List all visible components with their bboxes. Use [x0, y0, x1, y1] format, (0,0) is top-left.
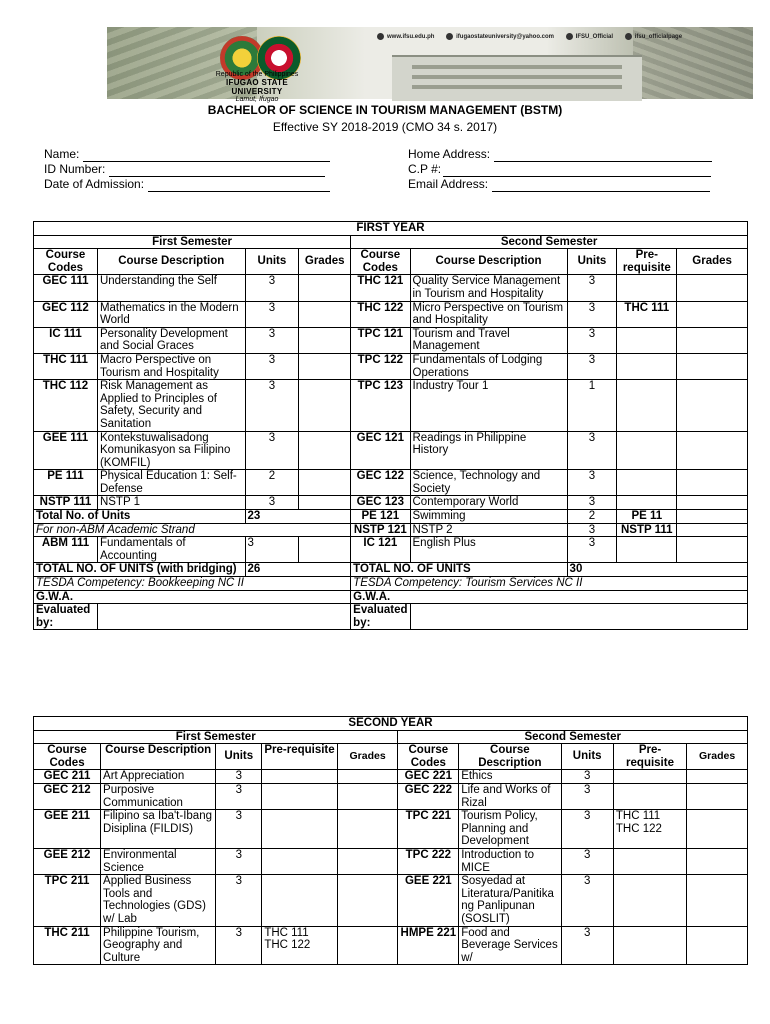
- course-prereq: PE 11: [617, 510, 677, 524]
- email-field[interactable]: [492, 179, 710, 192]
- col-desc: Course Description: [459, 744, 561, 770]
- total-label: Total No. of Units: [34, 510, 246, 524]
- course-desc: Physical Education 1: Self-Defense: [97, 470, 245, 496]
- cp-label: C.P #:: [408, 162, 442, 176]
- course-units: 3: [245, 380, 299, 431]
- date-label: Date of Admission:: [44, 177, 145, 191]
- course-prereq: THC 111: [617, 301, 677, 327]
- course-code: GEC 221: [398, 770, 459, 784]
- total2-label: TOTAL NO. OF UNITS: [351, 563, 567, 577]
- grade-cell[interactable]: [687, 783, 748, 809]
- course-desc: Science, Technology and Society: [410, 470, 567, 496]
- course-code: GEE 221: [398, 875, 459, 926]
- course-code: THC 211: [34, 926, 101, 965]
- course-desc: Art Appreciation: [101, 770, 216, 784]
- facebook-icon: [446, 33, 453, 40]
- course-code: THC 112: [34, 380, 98, 431]
- course-desc: Mathematics in the Modern World: [97, 301, 245, 327]
- col-grades: Grades: [299, 249, 351, 275]
- course-desc: Understanding the Self: [97, 275, 245, 301]
- table-row: [34, 470, 748, 496]
- grade-cell[interactable]: [677, 301, 748, 327]
- course-code: GEC 212: [34, 783, 101, 809]
- course-code: TPC 222: [398, 848, 459, 874]
- name-field[interactable]: [83, 149, 330, 162]
- gwa-label: G.W.A.: [351, 590, 748, 604]
- col-units: Units: [245, 249, 299, 275]
- course-units: 3: [561, 783, 613, 809]
- course-units: 2: [567, 510, 617, 524]
- course-units: 3: [567, 353, 617, 379]
- course-desc: Life and Works of Rizal: [459, 783, 561, 809]
- course-units: 3: [216, 770, 262, 784]
- col-desc: Course Description: [101, 744, 216, 770]
- sem1-header: First Semester: [34, 235, 351, 249]
- course-prereq: THC 111 THC 122: [262, 926, 337, 965]
- course-code: HMPE 221: [398, 926, 459, 965]
- course-units: 3: [567, 431, 617, 470]
- grade-cell[interactable]: [677, 510, 748, 524]
- table-row: [34, 926, 748, 965]
- course-desc: Tourism and Travel Management: [410, 327, 567, 353]
- course-desc: Purposive Communication: [101, 783, 216, 809]
- table-row: [34, 875, 748, 926]
- course-units: 3: [561, 770, 613, 784]
- cp-field[interactable]: [443, 164, 711, 177]
- course-prereq: THC 111 THC 122: [613, 810, 686, 849]
- course-units: 3: [245, 301, 299, 327]
- grade-cell[interactable]: [299, 380, 351, 431]
- course-code: NSTP 121: [351, 523, 410, 537]
- course-prereq: [617, 496, 677, 510]
- page-subtitle: Effective SY 2018-2019 (CMO 34 s. 2017): [272, 120, 498, 134]
- course-desc: Applied Business Tools and Technologies (GDS) w/ Lab: [101, 875, 216, 926]
- course-code: GEE 111: [34, 431, 98, 470]
- course-units: 3: [561, 848, 613, 874]
- course-desc: Macro Perspective on Tourism and Hospitality: [97, 353, 245, 379]
- tesda-competency: TESDA Competency: Bookkeeping NC II: [34, 577, 351, 591]
- gwa-label: G.W.A.: [34, 590, 351, 604]
- course-units: 3: [567, 537, 617, 563]
- table-row: [34, 770, 748, 784]
- col-units: Units: [216, 744, 262, 770]
- sem2-header: Second Semester: [351, 235, 748, 249]
- course-units: 3: [216, 875, 262, 926]
- course-desc: Swimming: [410, 510, 567, 524]
- course-units: 3: [245, 327, 299, 353]
- course-desc: Quality Service Management in Tourism and Hospitality: [410, 275, 567, 301]
- globe-icon: [377, 33, 384, 40]
- grade-cell[interactable]: [687, 848, 748, 874]
- course-code: TPC 121: [351, 327, 410, 353]
- twitter-text: IFSU_Official: [575, 34, 614, 41]
- col-units: Units: [567, 249, 617, 275]
- grade-cell[interactable]: [687, 875, 748, 926]
- name-label: Name:: [44, 147, 80, 161]
- table-row: [34, 537, 748, 563]
- evaluated-label: Evaluated by:: [351, 604, 410, 630]
- course-prereq: [617, 380, 677, 431]
- grade-cell[interactable]: [677, 470, 748, 496]
- table-row: [34, 275, 748, 301]
- page-title: BACHELOR OF SCIENCE IN TOURISM MANAGEMENT (BSTM): [207, 103, 563, 117]
- course-units: 3: [561, 810, 613, 849]
- grade-cell[interactable]: [677, 380, 748, 431]
- email-label: Email Address:: [408, 177, 489, 191]
- col-units: Units: [561, 744, 613, 770]
- course-desc: Risk Management as Applied to Principles of Safety, Security and Sanitation: [97, 380, 245, 431]
- course-units: 3: [245, 496, 299, 510]
- grade-cell[interactable]: [687, 770, 748, 784]
- student-info-right: [408, 147, 712, 192]
- grade-cell[interactable]: [337, 783, 398, 809]
- sem1-header: First Semester: [34, 730, 398, 744]
- home-field[interactable]: [494, 149, 712, 162]
- course-prereq: [613, 783, 686, 809]
- course-prereq: [617, 275, 677, 301]
- col-desc: Course Description: [97, 249, 245, 275]
- course-code: IC 111: [34, 327, 98, 353]
- col-code: Course Codes: [34, 744, 101, 770]
- id-field[interactable]: [109, 164, 325, 177]
- course-units: 3: [245, 353, 299, 379]
- home-label: Home Address:: [408, 147, 491, 161]
- course-units: 3: [567, 523, 617, 537]
- course-code: TPC 211: [34, 875, 101, 926]
- course-units: 3: [245, 275, 299, 301]
- course-desc: Fundamentals of Lodging Operations: [410, 353, 567, 379]
- evaluated-label: Evaluated by:: [34, 604, 98, 630]
- table-row: [34, 353, 748, 379]
- grade-cell[interactable]: [337, 875, 398, 926]
- course-code: GEE 212: [34, 848, 101, 874]
- course-units: 3: [245, 537, 299, 563]
- table-row: [34, 604, 748, 630]
- col-code: Course Codes: [34, 249, 98, 275]
- col-prereq: Pre-requisite: [617, 249, 677, 275]
- course-desc: Philippine Tourism, Geography and Culture: [101, 926, 216, 965]
- course-code: THC 111: [34, 353, 98, 379]
- course-code: GEE 211: [34, 810, 101, 849]
- course-code: PE 121: [351, 510, 410, 524]
- course-desc: Food and Beverage Services w/: [459, 926, 561, 965]
- grade-cell[interactable]: [299, 470, 351, 496]
- course-units: 2: [245, 470, 299, 496]
- total-bridging-label: TOTAL NO. OF UNITS (with bridging): [34, 563, 246, 577]
- table-row: [34, 783, 748, 809]
- course-units: 3: [567, 301, 617, 327]
- table-row: [34, 496, 748, 510]
- course-code: ABM 111: [34, 537, 98, 563]
- course-units: 3: [561, 875, 613, 926]
- table-row: [34, 301, 748, 327]
- evaluated-field[interactable]: [97, 604, 350, 630]
- table-row: [34, 327, 748, 353]
- course-code: TPC 123: [351, 380, 410, 431]
- grade-cell[interactable]: [677, 523, 748, 537]
- course-prereq: [617, 537, 677, 563]
- course-prereq: [617, 353, 677, 379]
- table-row: [34, 523, 748, 537]
- course-desc: Readings in Philippine History: [410, 431, 567, 470]
- table-row: [34, 810, 748, 849]
- course-units: 3: [561, 926, 613, 965]
- course-units: 3: [567, 470, 617, 496]
- course-code: TPC 221: [398, 810, 459, 849]
- col-grades: Grades: [337, 744, 398, 770]
- course-desc: Environmental Science: [101, 848, 216, 874]
- course-prereq: [617, 327, 677, 353]
- course-units: 3: [216, 848, 262, 874]
- table-row: [34, 510, 748, 524]
- university-block: [202, 71, 312, 103]
- sem2-header: Second Semester: [398, 730, 748, 744]
- instagram-text: ifsu_officialpage: [634, 34, 683, 41]
- course-units: 3: [245, 431, 299, 470]
- course-code: TPC 122: [351, 353, 410, 379]
- col-prereq: Pre-requisite: [613, 744, 686, 770]
- grade-cell[interactable]: [337, 810, 398, 849]
- grade-cell[interactable]: [677, 275, 748, 301]
- course-desc: Contemporary World: [410, 496, 567, 510]
- course-units: 3: [216, 783, 262, 809]
- year-header: FIRST YEAR: [34, 222, 748, 236]
- table-row: [34, 848, 748, 874]
- grade-cell[interactable]: [677, 353, 748, 379]
- course-code: THC 122: [351, 301, 410, 327]
- course-units: 3: [567, 275, 617, 301]
- table-row: [34, 590, 748, 604]
- course-prereq: [262, 875, 337, 926]
- grade-cell[interactable]: [299, 431, 351, 470]
- col-code: Course Codes: [398, 744, 459, 770]
- col-code: Course Codes: [351, 249, 410, 275]
- course-units: 1: [567, 380, 617, 431]
- col-grades: Grades: [677, 249, 748, 275]
- course-prereq: [262, 848, 337, 874]
- id-label: ID Number:: [44, 162, 106, 176]
- table-row: [34, 431, 748, 470]
- grade-cell[interactable]: [677, 431, 748, 470]
- total2-value: 30: [567, 563, 747, 577]
- header-banner: [107, 27, 753, 103]
- course-desc: Tourism Policy, Planning and Development: [459, 810, 561, 849]
- course-units: 3: [216, 810, 262, 849]
- grade-cell[interactable]: [299, 301, 351, 327]
- course-units: 3: [567, 496, 617, 510]
- col-grades: Grades: [687, 744, 748, 770]
- course-code: GEC 112: [34, 301, 98, 327]
- course-code: GEC 211: [34, 770, 101, 784]
- grade-cell[interactable]: [299, 275, 351, 301]
- social-links: [377, 33, 692, 40]
- building-image: [392, 55, 642, 101]
- course-prereq: [617, 470, 677, 496]
- course-prereq: NSTP 111: [617, 523, 677, 537]
- course-code: GEC 121: [351, 431, 410, 470]
- location-text: Lamut, Ifugao: [235, 96, 279, 103]
- tesda-competency: TESDA Competency: Tourism Services NC II: [351, 577, 748, 591]
- course-prereq: [262, 770, 337, 784]
- course-units: 3: [216, 926, 262, 965]
- year-header: SECOND YEAR: [34, 717, 748, 731]
- course-code: PE 111: [34, 470, 98, 496]
- course-desc: Kontekstuwalisadong Komunikasyon sa Filipino (KOMFIL): [97, 431, 245, 470]
- course-desc: Industry Tour 1: [410, 380, 567, 431]
- course-desc: English Plus: [410, 537, 567, 563]
- grade-cell[interactable]: [299, 496, 351, 510]
- website-text: www.ifsu.edu.ph: [387, 34, 435, 41]
- course-code: IC 121: [351, 537, 410, 563]
- twitter-icon: [566, 33, 573, 40]
- first-year-table: [33, 221, 748, 630]
- non-abm-label: For non-ABM Academic Strand: [34, 523, 351, 537]
- course-desc: Sosyedad at Literatura/Panitika ng Panlipunan (SOSLIT): [459, 875, 561, 926]
- grade-cell[interactable]: [299, 353, 351, 379]
- course-code: GEC 122: [351, 470, 410, 496]
- course-desc: NSTP 2: [410, 523, 567, 537]
- course-code: GEC 222: [398, 783, 459, 809]
- course-code: GEC 123: [351, 496, 410, 510]
- grade-cell[interactable]: [299, 537, 351, 563]
- course-desc: Filipino sa Iba't-Ibang Disiplina (FILDIS): [101, 810, 216, 849]
- course-desc: Ethics: [459, 770, 561, 784]
- course-prereq: [613, 770, 686, 784]
- course-desc: Introduction to MICE: [459, 848, 561, 874]
- student-info-left: [44, 147, 330, 192]
- grade-cell[interactable]: [677, 537, 748, 563]
- course-prereq: [262, 783, 337, 809]
- table-row: [34, 577, 748, 591]
- grade-cell[interactable]: [687, 926, 748, 965]
- course-desc: Micro Perspective on Tourism and Hospitality: [410, 301, 567, 327]
- grade-cell[interactable]: [337, 926, 398, 965]
- grade-cell[interactable]: [687, 810, 748, 849]
- course-code: GEC 111: [34, 275, 98, 301]
- course-prereq: [617, 431, 677, 470]
- course-prereq: [613, 848, 686, 874]
- course-desc: NSTP 1: [97, 496, 245, 510]
- course-code: THC 121: [351, 275, 410, 301]
- grade-cell[interactable]: [337, 770, 398, 784]
- second-year-table: [33, 716, 748, 965]
- course-prereq: [262, 810, 337, 849]
- col-desc: Course Description: [410, 249, 567, 275]
- instagram-icon: [625, 33, 632, 40]
- total-bridging-value: 26: [245, 563, 351, 577]
- course-code: NSTP 111: [34, 496, 98, 510]
- total-value: 23: [245, 510, 351, 524]
- republic-text: Republic of the Philippines: [215, 71, 299, 78]
- date-field[interactable]: [148, 179, 330, 192]
- university-name: IFUGAO STATE UNIVERSITY: [226, 78, 288, 96]
- col-prereq: Pre-requisite: [262, 744, 337, 770]
- course-prereq: [613, 926, 686, 965]
- table-row: [34, 380, 748, 431]
- email-text: ifugaostateuniversity@yahoo.com: [456, 34, 554, 41]
- course-units: 3: [567, 327, 617, 353]
- evaluated-field[interactable]: [410, 604, 748, 630]
- course-desc: Fundamentals of Accounting: [97, 537, 245, 563]
- grade-cell[interactable]: [299, 327, 351, 353]
- grade-cell[interactable]: [677, 496, 748, 510]
- table-row: [34, 563, 748, 577]
- grade-cell[interactable]: [337, 848, 398, 874]
- course-prereq: [613, 875, 686, 926]
- grade-cell[interactable]: [677, 327, 748, 353]
- course-desc: Personality Development and Social Graces: [97, 327, 245, 353]
